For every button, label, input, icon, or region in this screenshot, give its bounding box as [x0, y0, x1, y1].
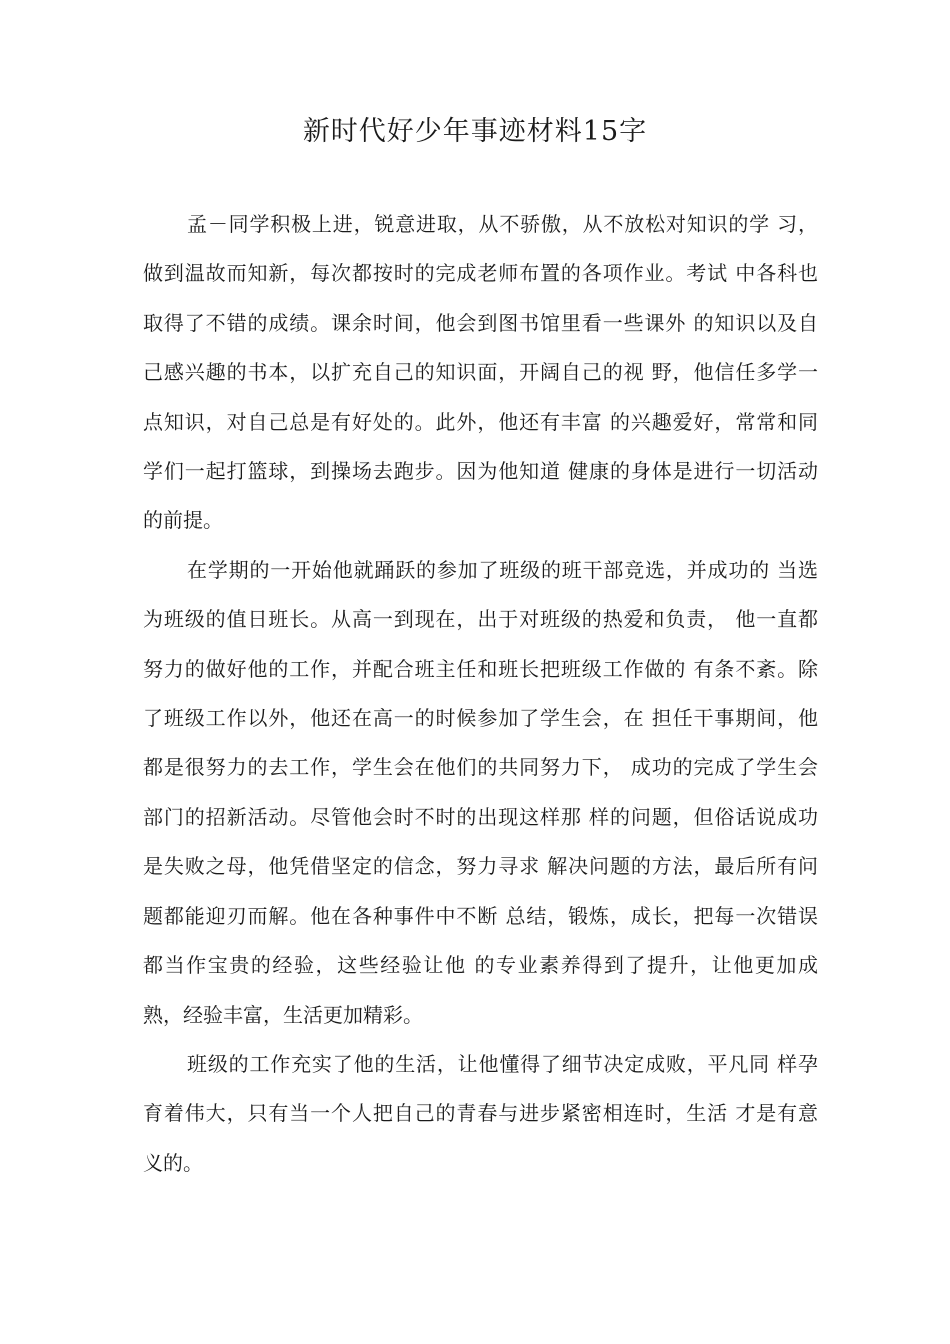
paragraph-line: 是失败之母，他凭借坚定的信念，努力寻求 解决问题的方法，最后所有问: [143, 854, 818, 879]
paragraph-line: 部门的招新活动。尽管他会时不时的出现这样那 样的问题，但俗话说成功: [143, 804, 818, 829]
paragraph-line: 题都能迎刃而解。他在各种事件中不断 总结，锻炼，成长，把每一次错误: [143, 903, 818, 928]
paragraph-line: 做到温故而知新，每次都按时的完成老师布置的各项作业。考试 中各科也: [143, 261, 818, 286]
paragraph-line: 了班级工作以外，他还在高一的时候参加了学生会，在 担任干事期间，他: [143, 706, 818, 731]
paragraph-line: 己感兴趣的书本，以扩充自己的知识面，开阔自己的视 野，他信任多学一: [143, 360, 818, 385]
paragraph-line: 学们一起打篮球，到操场去跑步。因为他知道 健康的身体是进行一切活动: [143, 459, 818, 484]
paragraph-line: 努力的做好他的工作，并配合班主任和班长把班级工作做的 有条不紊。除: [143, 656, 818, 681]
paragraph-line: 育着伟大，只有当一个人把自己的青春与进步紧密相连时，生活 才是有意: [143, 1101, 818, 1126]
paragraph-line: 取得了不错的成绩。课余时间，他会到图书馆里看一些课外 的知识以及自: [143, 310, 818, 335]
paragraph-line: 在学期的一开始他就踊跃的参加了班级的班干部竞选，并成功的 当选: [187, 557, 818, 582]
paragraph-line: 熟，经验丰富，生活更加精彩。: [143, 1002, 423, 1027]
document-title: 新时代好少年事迹材料15字: [302, 116, 648, 147]
paragraph-line: 点知识，对自己总是有好处的。此外，他还有丰富 的兴趣爱好，常常和同: [143, 409, 818, 434]
paragraph-line: 孟－同学积极上进，锐意进取，从不骄傲，从不放松对知识的学 习，: [187, 212, 818, 236]
paragraph-1: [143, 200, 818, 546]
paragraph-line: 都是很努力的去工作，学生会在他们的共同努力下， 成功的完成了学生会: [143, 755, 818, 780]
paragraph-line: 班级的工作充实了他的生活，让他懂得了细节决定成败，平凡同 样孕: [187, 1051, 818, 1076]
document-body: [143, 200, 818, 1188]
paragraph-line: 都当作宝贵的经验，这些经验让他 的专业素养得到了提升，让他更加成: [143, 953, 818, 978]
paragraph-line: 为班级的值日班长。从高一到现在，出于对班级的热爱和负责， 他一直都: [143, 607, 818, 632]
paragraph-2: [143, 546, 818, 1040]
paragraph-line: 义的。: [143, 1150, 203, 1175]
paragraph-line: 的前提。: [143, 508, 223, 533]
paragraph-3: [143, 1040, 818, 1188]
